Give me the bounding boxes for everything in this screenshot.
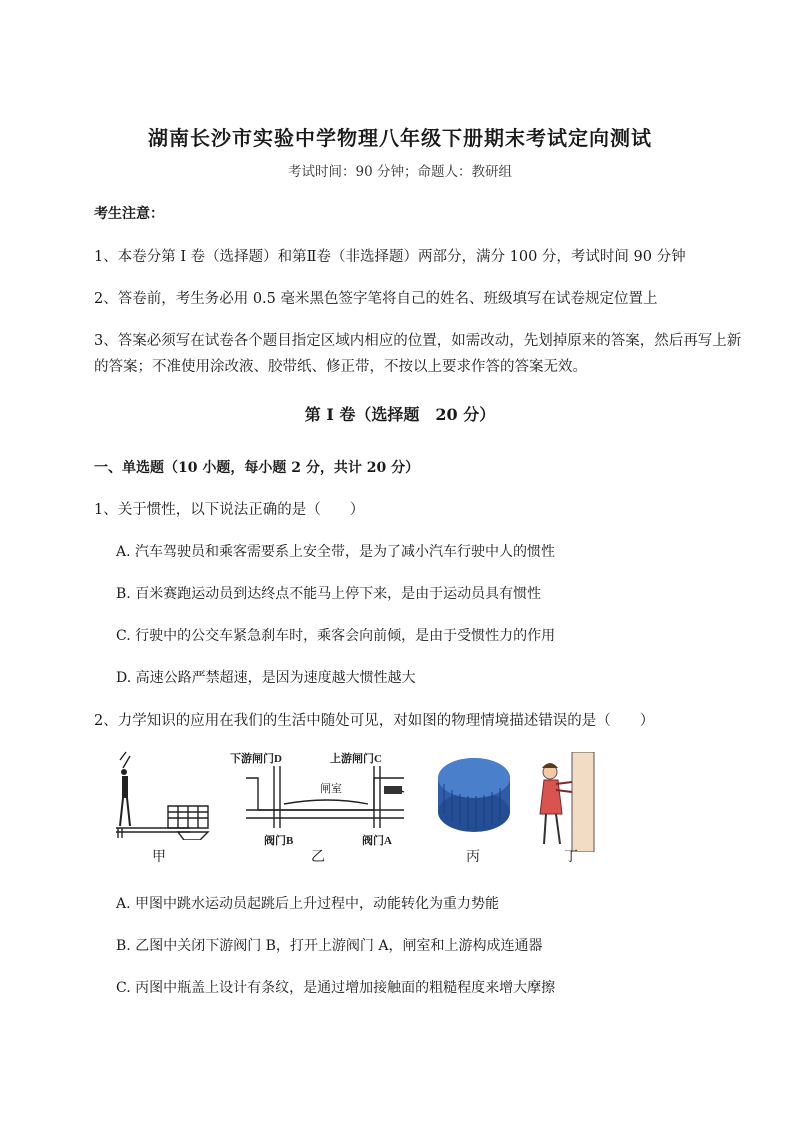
lock-label-d: 下游闸门D [230,753,282,765]
lock-label-chamber: 闸室 [320,783,342,795]
figure-label-yi: 乙 [311,849,325,865]
lock-label-a: 阀门A [362,835,392,847]
option-1b: B. 百米赛跑运动员到达终点不能马上停下来，是由于运动员具有惯性 [116,586,542,602]
diving-figure [108,748,218,840]
question-stem-1: 1、关于惯性，以下说法正确的是（ ） [94,502,365,518]
notice-item: 3、答案必须写在试卷各个题目指定区域内相应的位置，如需改动，先划掉原来的答案，然后再写上新 [94,333,742,349]
option-1d: D. 高速公路严禁超速，是因为速度越大惯性越大 [116,670,416,686]
option-1c: C. 行驶中的公交车紧急刹车时，乘客会向前倾，是由于受惯性力的作用 [116,628,556,644]
figure-label-bing: 丙 [466,849,480,865]
section-title: 第 I 卷（选择题 20 分） [304,405,496,424]
option-2a: A. 甲图中跳水运动员起跳后上升过程中，动能转化为重力势能 [116,896,500,912]
wall-push-figure [536,752,596,852]
page-title: 湖南长沙市实验中学物理八年级下册期末考试定向测试 [148,126,652,150]
question-stem-2: 2、力学知识的应用在我们的生活中随处可见，对如图的物理情境描述错误的是（ ） [94,713,655,729]
bottle-cap-figure [432,748,514,840]
part-heading: 一、单选题（10 小题，每小题 2 分，共计 20 分） [94,460,420,476]
option-1a: A. 汽车驾驶员和乘客需要系上安全带，是为了减小汽车行驶中人的惯性 [116,544,556,560]
notice-item: 1、本卷分第 I 卷（选择题）和第Ⅱ卷（非选择题）两部分，满分 100 分，考试时间 90 分钟 [94,249,686,265]
figure-label-ding: 丁 [564,849,578,865]
notice-heading: 考生注意： [94,206,164,222]
exam-meta: 考试时间：90 分钟；命题人：教研组 [288,164,512,180]
lock-label-c: 上游闸门C [330,753,382,765]
lock-label-b: 阀门B [264,835,294,847]
ship-lock-figure [228,748,410,848]
notice-item: 2、答卷前，考生务必用 0.5 毫米黑色签字笔将自己的姓名、班级填写在试卷规定位置上 [94,291,658,307]
option-2c: C. 丙图中瓶盖上设计有条纹，是通过增加接触面的粗糙程度来增大摩擦 [116,980,556,996]
figure-label-jia: 甲 [152,849,166,865]
option-2b: B. 乙图中关闭下游阀门 B，打开上游阀门 A，闸室和上游构成连通器 [116,938,543,954]
notice-item: 的答案；不准使用涂改液、胶带纸、修正带，不按以上要求作答的答案无效。 [94,359,587,375]
